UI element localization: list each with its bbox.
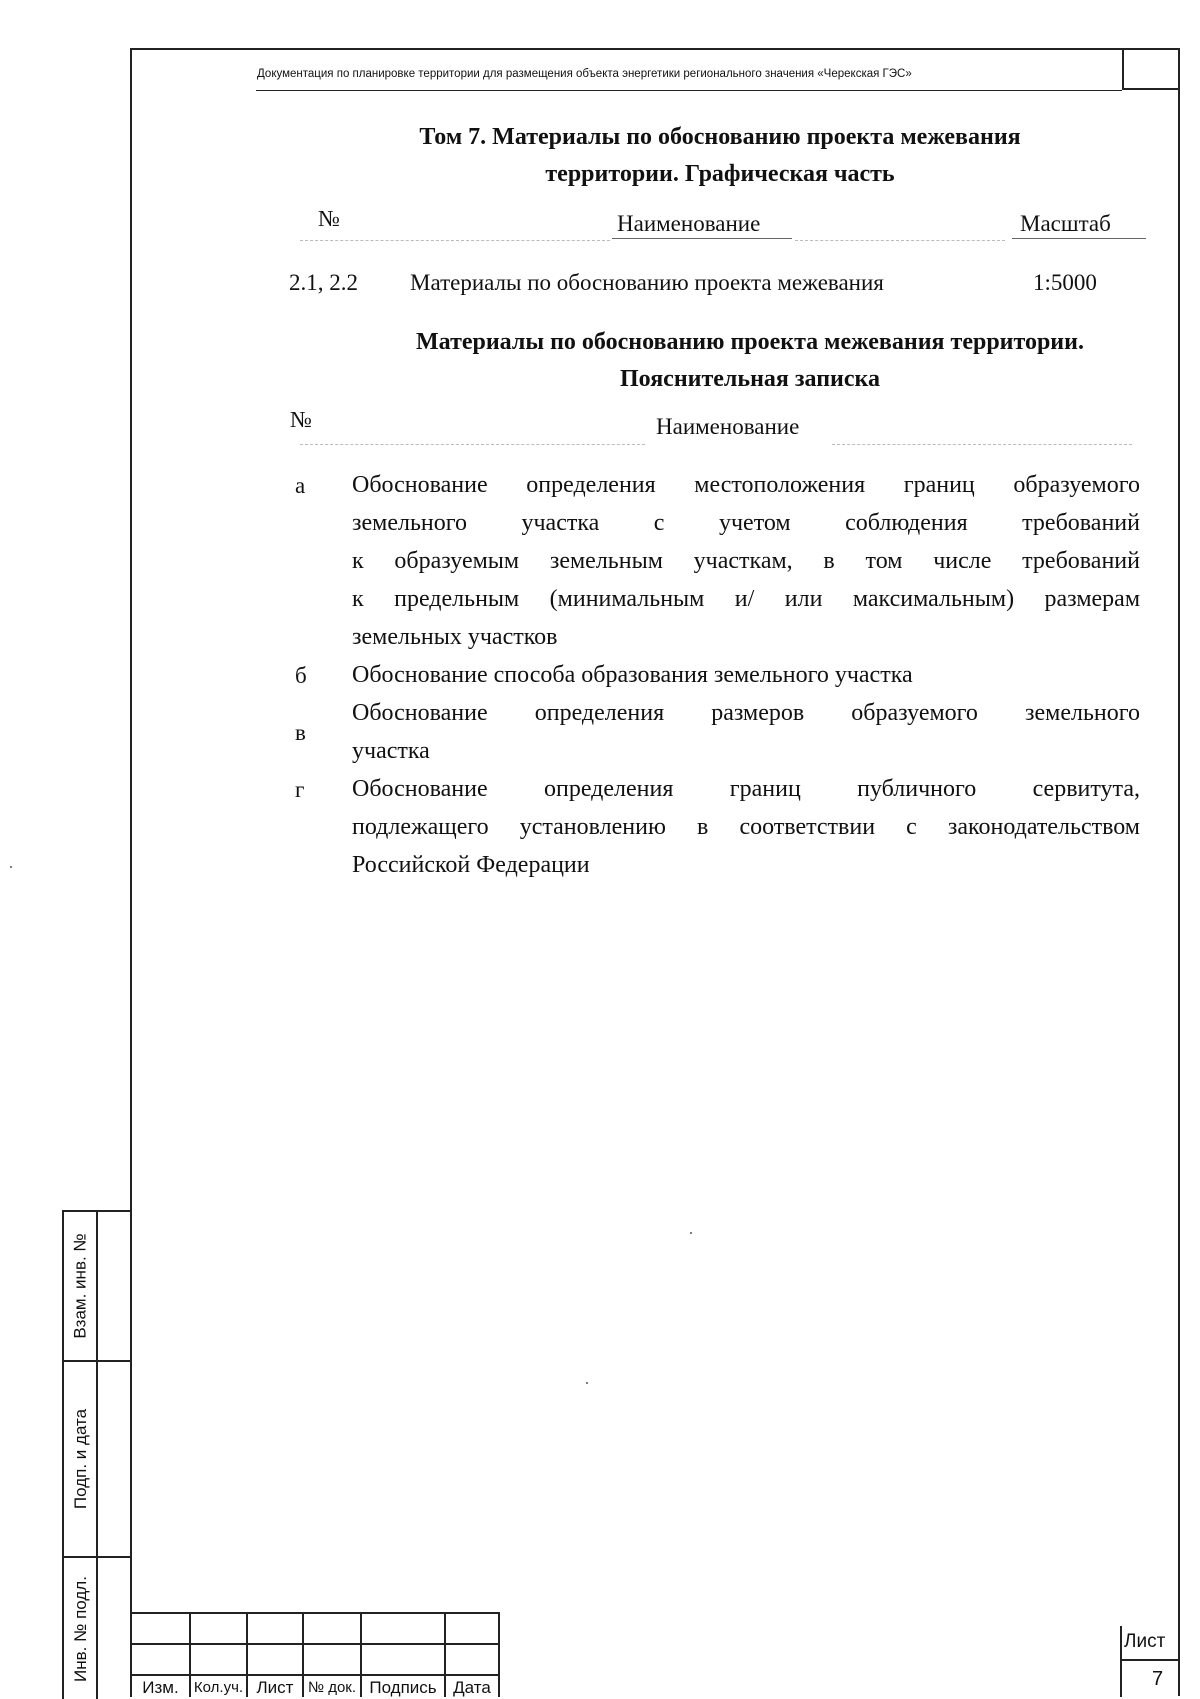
section1-title-line1: Том 7. Материалы по обоснованию проекта межевания (419, 124, 1021, 150)
section1-header-rule-scale (1012, 238, 1146, 239)
section2-header-rule-left (300, 444, 645, 445)
stamp-label-ndok: № док. (307, 1679, 357, 1696)
section1-col-num: № (318, 206, 340, 231)
item-b-line1: Обоснование способа образования земельного участка (352, 662, 913, 688)
item-a-line4: к предельным (минимальным и/ или максимальным) размерам (352, 586, 1140, 612)
margin-label-podp: Подп. и дата (71, 1408, 91, 1510)
section1-title-line2: территории. Графическая часть (545, 161, 895, 187)
item-a-line2: земельного участка с учетом соблюдения требований (352, 510, 1140, 536)
scan-speck (690, 1232, 692, 1234)
item-b-letter: б (295, 663, 307, 688)
section2-header-rule-right (832, 444, 1132, 445)
margin-divider (96, 1212, 98, 1699)
header-rule (256, 90, 1122, 91)
section1-col-scale: Масштаб (1020, 211, 1111, 236)
section1-col-name: Наименование (617, 211, 761, 236)
header-corner-box (1122, 50, 1178, 90)
sheet-label: Лист (1124, 1631, 1166, 1652)
sheet-number: 7 (1152, 1668, 1164, 1690)
margin-label-vzam: Взам. инв. № (71, 1233, 91, 1339)
section2-col-name: Наименование (656, 414, 800, 439)
title-block (130, 1612, 500, 1697)
stamp-label-kolvo: Кол.уч. (193, 1679, 244, 1696)
stamp-label-izm: Изм. (142, 1678, 179, 1697)
item-v-line2: участка (352, 738, 430, 764)
item-v-letter: в (295, 720, 306, 745)
item-g-line2: подлежащего установлению в соответствии с законодательством (352, 814, 1140, 840)
stamp-label-podpis: Подпись (369, 1678, 437, 1697)
stamp-label-list: Лист (256, 1678, 294, 1697)
item-a-line3: к образуемым земельным участкам, в том числе требований (352, 548, 1140, 574)
margin-label-inv: Инв. № подл. (71, 1575, 90, 1682)
running-header: Документация по планировке территории для размещения объекта энергетики регионального значения «Черекская ГЭС» (257, 68, 912, 80)
item-v-line1: Обоснование определения размеров образуемого земельного (352, 700, 1140, 726)
section1-row-name: Материалы по обоснованию проекта межевания (410, 270, 884, 295)
item-a-letter: а (295, 473, 306, 498)
section1-header-rule-right (795, 240, 1005, 241)
scan-speck (586, 1382, 588, 1384)
scan-speck (10, 866, 12, 868)
section1-row-scale: 1:5000 (1033, 270, 1097, 295)
margin-stamp (62, 1210, 132, 1699)
section1-header-rule-mid (612, 238, 792, 239)
item-a-line5: земельных участков (352, 624, 558, 650)
section1-header-rule-left (300, 240, 610, 241)
section2-title-line1: Материалы по обоснованию проекта межевания территории. (416, 329, 1084, 355)
stamp-label-data: Дата (453, 1678, 491, 1697)
section2-title-line2: Пояснительная записка (619, 366, 880, 392)
item-a-line1: Обоснование определения местоположения границ образуемого (352, 472, 1140, 498)
item-g-line1: Обоснование определения границ публичного сервитута, (352, 776, 1140, 802)
item-g-letter: г (295, 777, 305, 802)
section1-row-num: 2.1, 2.2 (289, 270, 358, 295)
item-g-line3: Российской Федерации (352, 852, 590, 878)
section2-col-num: № (290, 407, 312, 432)
